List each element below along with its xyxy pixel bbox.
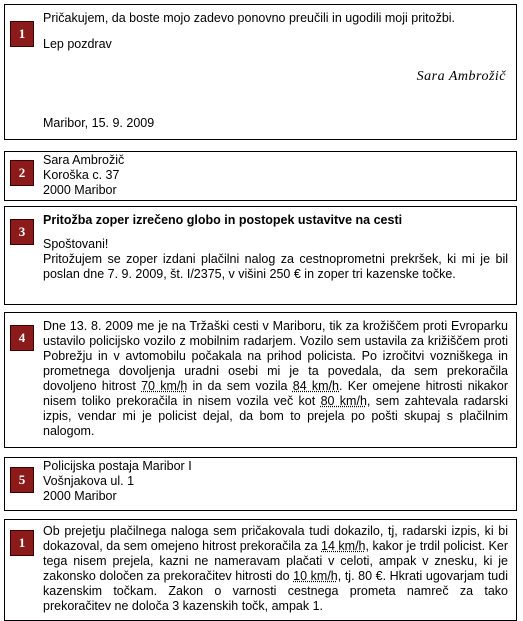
argument-sentence: , tj. 80 €. Hkrati ugovarjam tudi kazenskim točkam. Zakon o varnosti cestnega prometa namreč za tako prekoračitev ne določa 3 kazenskih točk, ampak 1. — [43, 569, 508, 613]
sender-street: Koroška c. 37 — [43, 168, 120, 182]
threshold-value: 10 km/h — [293, 569, 338, 583]
closing-greeting: Lep pozdrav — [43, 37, 112, 51]
block-number-badge: 1 — [10, 21, 34, 47]
recipient-city: 2000 Maribor — [43, 489, 117, 503]
closing-block — [4, 4, 517, 140]
sender-city: 2000 Maribor — [43, 183, 117, 197]
subject-content — [43, 213, 508, 282]
incident-text: . Ker omejene hitrosti nikakor nisem toliko prekoračila in nisem vozila več kot — [43, 379, 508, 408]
incident-description — [43, 319, 508, 439]
incident-block — [4, 312, 517, 448]
block-number-badge: 1 — [10, 530, 34, 556]
speed-limit-value: 70 km/h — [141, 379, 188, 393]
sender-address-block — [4, 151, 517, 201]
complaint-intro: Pritožujem se zoper izdani plačilni nalog za cestnoprometni prekršek, ki mi je bil poslan dne 7. 9. 2009, št. I/2375, v višini 250 € in zoper tri kazenske točke. — [43, 252, 508, 281]
argument-sentence: , kakor je trdil policist. Ker tega nisem prejela, kazni ne nameravam plačati v celoti, ampak v znesku, ki je zakonsko določen za prekoračitev hitrosti do — [43, 539, 508, 583]
sender-address — [43, 153, 508, 198]
incident-text: in da sem vozila — [187, 379, 293, 393]
block-number-badge: 2 — [10, 160, 34, 186]
block-number-badge: 4 — [10, 325, 34, 351]
salutation: Spoštovani! — [43, 237, 109, 251]
max-speed-value: 80 km/h — [320, 394, 367, 408]
block-number-badge: 3 — [10, 219, 34, 245]
block-number-badge: 5 — [10, 467, 34, 493]
exceeded-by-value: 14 km/h — [321, 539, 366, 553]
argument-sentence: Ob prejetju plačilnega naloga sem pričakovala tudi dokazilo, tj, radarski izpis, ki bi dokazoval, da sem omejeno hitrost prekoračila za — [43, 524, 508, 553]
recipient-address — [43, 459, 508, 504]
closing-sentence: Pričakujem, da boste mojo zadevo ponovno preučili in ugodili moji pritožbi. — [43, 11, 456, 25]
recipient-name: Policijska postaja Maribor I — [43, 459, 192, 473]
argument-block — [4, 519, 517, 621]
argument-text — [43, 524, 508, 614]
place-date: Maribor, 15. 9. 2009 — [43, 116, 155, 130]
signature: Sara Ambrožič — [416, 69, 506, 84]
measured-speed-value: 84 km/h — [292, 379, 340, 393]
recipient-address-block — [4, 457, 517, 511]
subject-block — [4, 206, 517, 305]
closing-content — [43, 11, 508, 52]
sender-name: Sara Ambrožič — [43, 153, 125, 167]
incident-text: , sem zahtevala radarski izpis, vendar mi je policist dejal, da bom to prejela po pošti skupaj s plačilnim nalogom. — [43, 394, 508, 438]
recipient-street: Vošnjakova ul. 1 — [43, 474, 135, 488]
incident-text: Dne 13. 8. 2009 me je na Tržaški cesti v Mariboru, tik za krožiščem proti Evroparku ustavilo policijsko vozilo z mobilnim radarjem. Vozilo sem ustavila za križiščem proti Pobrežju in v avtomobilu počakala na prihod policista. Po izročitvi vozniškega in prometnega dovoljenja uradni osebi mi je ta povedala, da sem prekoračila dovoljeno hitrost — [43, 319, 508, 393]
subject-title: Pritožba zoper izrečeno globo in postopek ustavitve na cesti — [43, 213, 403, 227]
